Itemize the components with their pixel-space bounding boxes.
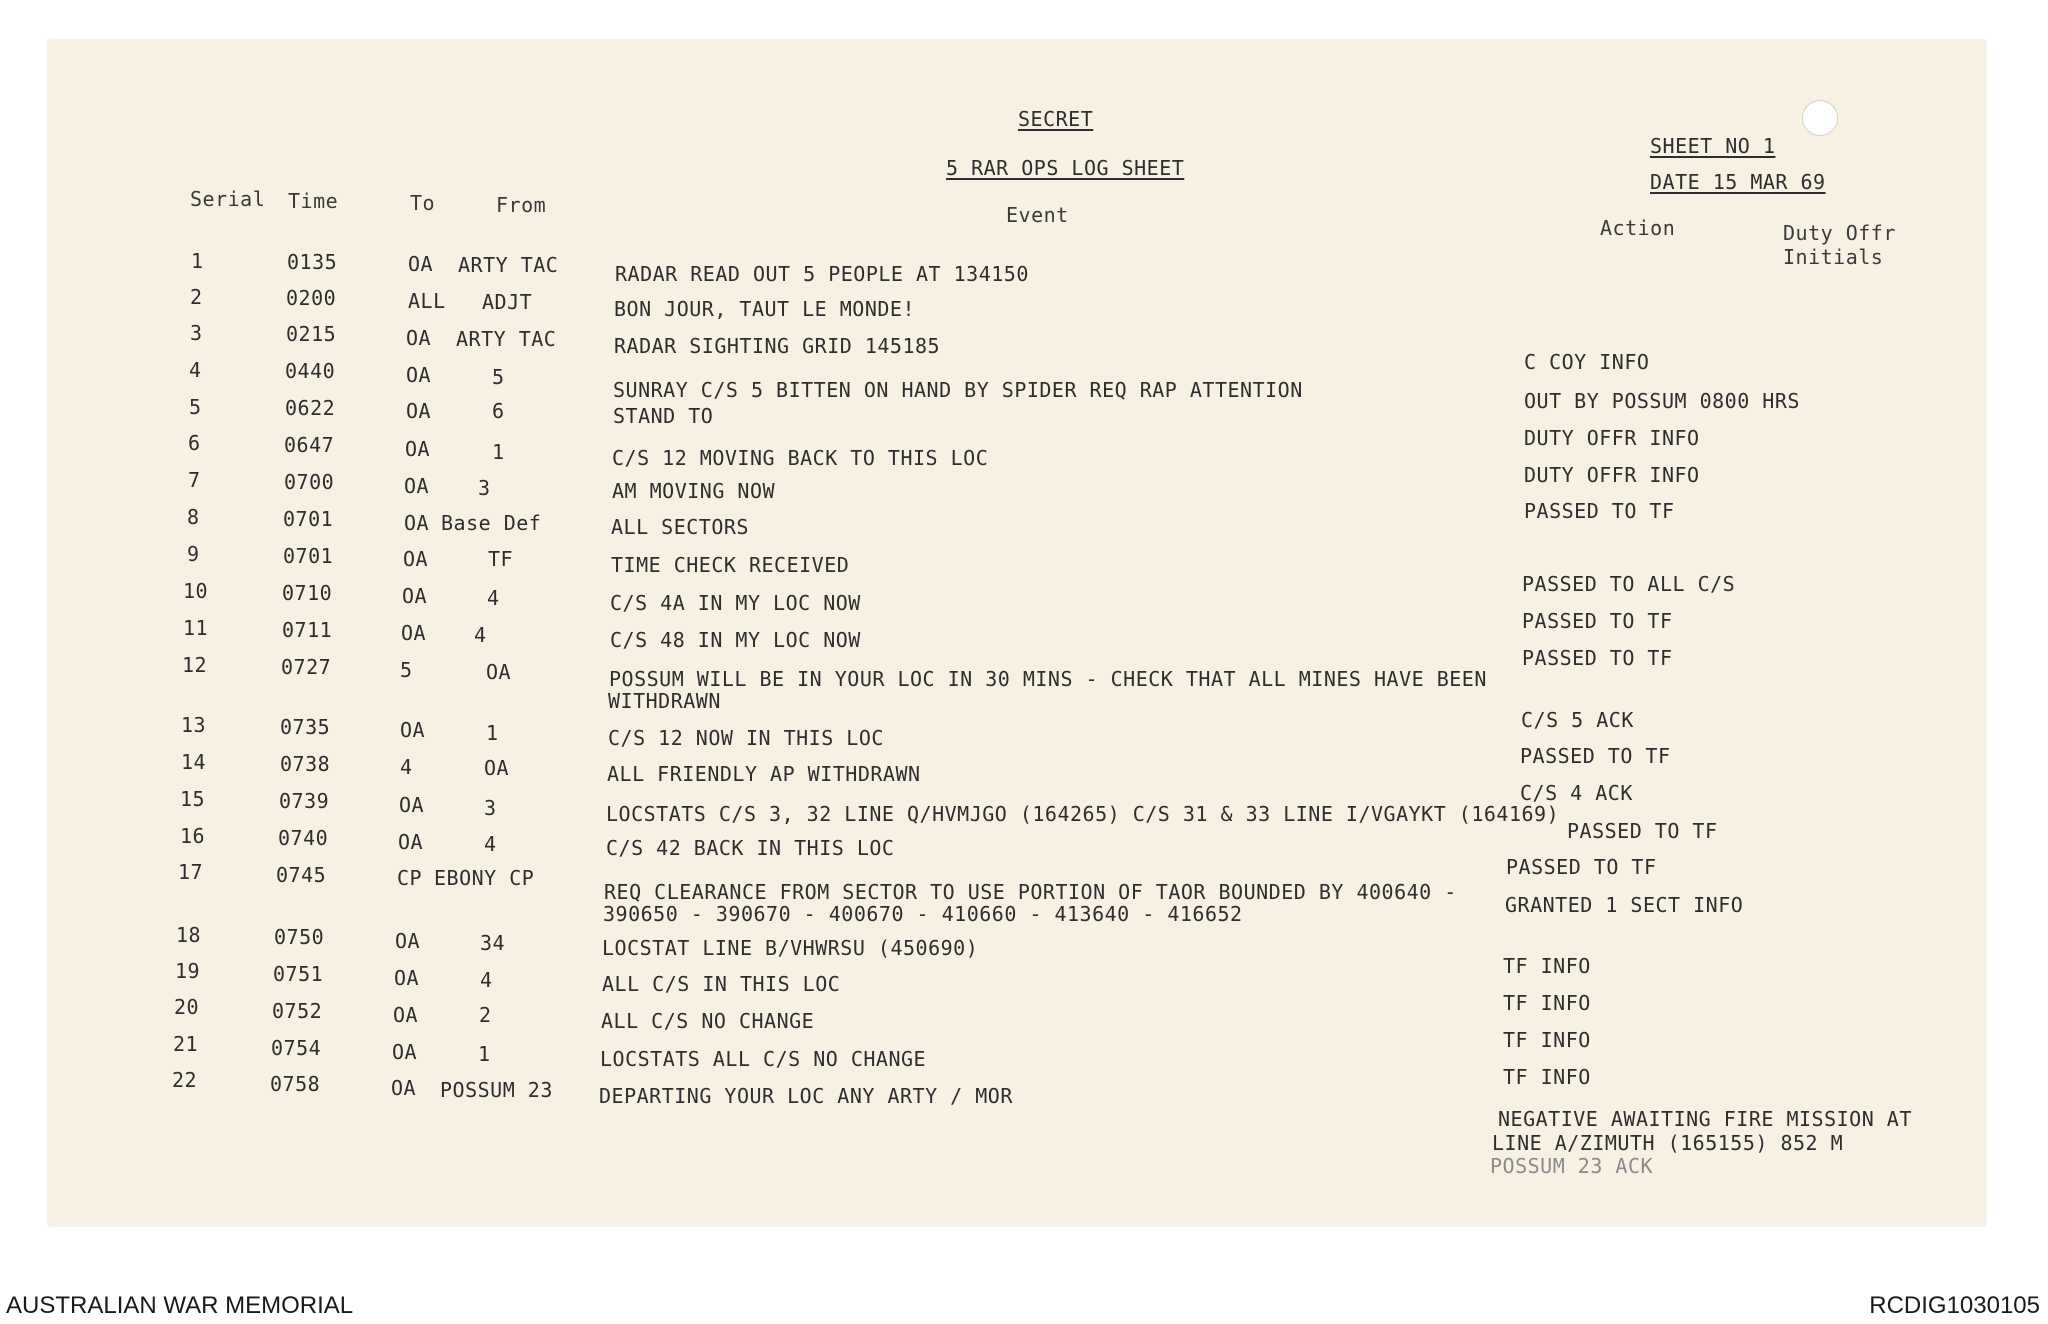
row-serial: 3 [190,321,203,345]
row-to: OA [393,1003,419,1027]
row-event-continued: WITHDRAWN [608,689,721,713]
col-initials-1: Duty Offr [1783,221,1896,245]
row-from: 6 [492,399,505,423]
row-event: LOCSTATS ALL C/S NO CHANGE [600,1047,927,1071]
row-time: 0751 [273,962,324,986]
row-time: 0200 [286,286,337,310]
row-time: 0647 [284,433,335,457]
row-from: 2 [479,1003,492,1027]
row-event: AM MOVING NOW [612,479,776,503]
col-to: To [410,191,436,215]
row-serial: 11 [183,616,209,640]
action-entry: PASSED TO TF [1520,744,1671,768]
row-to: OA [406,326,432,350]
row-event: BON JOUR, TAUT LE MONDE! [614,297,915,321]
action-entry: TF INFO [1503,1065,1591,1089]
row-time: 0750 [274,925,325,949]
row-from: 3 [478,476,491,500]
action-entry: PASSED TO TF [1522,609,1673,633]
row-event: C/S 42 BACK IN THIS LOC [606,836,895,860]
row-from: 1 [486,721,499,745]
row-from: 1 [492,440,505,464]
row-serial: 4 [189,358,202,382]
row-event: REQ CLEARANCE FROM SECTOR TO USE PORTION OF TAOR BOUNDED BY 400640 - [604,880,1457,904]
row-to: 5 [400,658,413,682]
row-serial: 20 [174,995,200,1019]
row-from: 5 [492,365,505,389]
action-entry: PASSED TO TF [1524,499,1675,523]
action-entry: POSSUM 23 ACK [1490,1154,1654,1178]
action-entry: NEGATIVE AWAITING FIRE MISSION AT [1498,1107,1912,1131]
col-event: Event [1006,203,1069,227]
row-from: 1 [478,1042,491,1066]
row-serial: 21 [173,1032,199,1056]
row-serial: 12 [182,653,208,677]
action-entry: GRANTED 1 SECT INFO [1505,893,1744,917]
row-serial: 8 [187,505,200,529]
row-event: C/S 4A IN MY LOC NOW [610,591,861,615]
row-event: SUNRAY C/S 5 BITTEN ON HAND BY SPIDER REQ RAP ATTENTION [613,378,1303,402]
row-event: ALL FRIENDLY AP WITHDRAWN [607,762,921,786]
row-time: 0701 [283,507,334,531]
col-from: From [496,193,547,217]
row-from: 4 [480,968,493,992]
row-time: 0135 [287,250,338,274]
row-time: 0215 [286,322,337,346]
action-entry: TF INFO [1503,991,1591,1015]
row-to: OA [394,966,420,990]
row-to: OA [399,793,425,817]
row-from: OA [486,660,512,684]
col-initials-2: Initials [1783,245,1884,269]
row-from: 4 [484,832,497,856]
action-entry: PASSED TO TF [1522,646,1673,670]
row-to: OA [400,718,426,742]
action-entry: DUTY OFFR INFO [1524,463,1700,487]
row-from: 34 [480,931,506,955]
row-to: OA [395,929,421,953]
row-event: LOCSTATS C/S 3, 32 LINE Q/HVMJGO (164265) C/S 31 & 33 LINE I/VGAYKT (164169) [606,802,1560,826]
row-to: ALL [408,289,446,313]
row-time: 0700 [284,470,335,494]
row-time: 0740 [278,826,329,850]
row-from: Base Def [441,511,542,535]
row-serial: 2 [190,285,203,309]
row-to: OA [405,437,431,461]
action-entry: TF INFO [1503,954,1591,978]
col-time: Time [288,189,339,213]
row-from: 4 [474,623,487,647]
row-event: ALL C/S IN THIS LOC [602,972,841,996]
row-serial: 22 [172,1068,198,1092]
row-time: 0738 [280,752,331,776]
row-to: OA [404,474,430,498]
row-serial: 19 [175,959,201,983]
row-event: LOCSTAT LINE B/VHWRSU (450690) [602,936,979,960]
sheet-number: SHEET NO 1 [1650,134,1776,158]
row-from: TF [488,547,514,571]
row-to: OA [391,1076,417,1100]
row-time: 0701 [283,544,334,568]
row-event: ALL SECTORS [611,515,749,539]
action-entry: C/S 4 ACK [1520,781,1633,805]
row-time: 0710 [282,581,333,605]
row-time: 0752 [272,999,323,1023]
row-to: OA [401,621,427,645]
row-serial: 10 [183,579,209,603]
footer-id: RCDIG1030105 [1869,1292,2040,1319]
row-from: 3 [484,796,497,820]
row-time: 0727 [281,655,332,679]
row-time: 0739 [279,789,330,813]
punch-hole [1802,100,1838,136]
row-from: ARTY TAC [456,327,557,351]
row-serial: 9 [187,542,200,566]
classification-label: SECRET [1018,107,1094,131]
row-from: POSSUM 23 [440,1078,553,1102]
row-time: 0622 [285,396,336,420]
row-event: ALL C/S NO CHANGE [601,1009,815,1033]
row-time: 0711 [282,618,333,642]
row-to: OA [403,547,429,571]
row-to: OA [402,584,428,608]
sheet-title: 5 RAR OPS LOG SHEET [946,156,1185,180]
row-time: 0754 [271,1036,322,1060]
row-to: OA [408,252,434,276]
row-serial: 1 [191,249,204,273]
row-event: C/S 12 MOVING BACK TO THIS LOC [612,446,989,470]
row-serial: 13 [181,713,207,737]
row-from: OA [484,756,510,780]
row-serial: 17 [178,860,204,884]
row-serial: 7 [188,468,201,492]
row-event: STAND TO [613,404,714,428]
action-entry: TF INFO [1503,1028,1591,1052]
row-event-continued: 390650 - 390670 - 400670 - 410660 - 413640 - 416652 [603,902,1243,926]
row-from: ARTY TAC [458,253,559,277]
sheet-date: DATE 15 MAR 69 [1650,170,1826,194]
action-entry: LINE A/ZIMUTH (165155) 852 M [1492,1131,1844,1155]
row-time: 0440 [285,359,336,383]
action-entry: DUTY OFFR INFO [1524,426,1700,450]
action-entry: OUT BY POSSUM 0800 HRS [1524,389,1800,413]
row-time: 0758 [270,1072,321,1096]
action-entry: PASSED TO TF [1506,855,1657,879]
row-to: 4 [400,755,413,779]
action-entry: C/S 5 ACK [1521,708,1634,732]
row-event: DEPARTING YOUR LOC ANY ARTY / MOR [599,1084,1013,1108]
row-event: RADAR READ OUT 5 PEOPLE AT 134150 [615,262,1029,286]
action-entry: PASSED TO TF [1567,819,1718,843]
row-event: C/S 12 NOW IN THIS LOC [608,726,884,750]
row-to: OA [406,363,432,387]
row-to: OA [392,1040,418,1064]
row-from: ADJT [482,290,533,314]
row-serial: 5 [189,395,202,419]
row-time: 0745 [276,863,327,887]
row-from: EBONY CP [434,866,535,890]
row-to: CP [397,866,423,890]
row-serial: 14 [181,750,207,774]
action-entry: PASSED TO ALL C/S [1522,572,1736,596]
row-serial: 18 [176,923,202,947]
row-to: OA [406,399,432,423]
row-serial: 15 [180,787,206,811]
row-event: TIME CHECK RECEIVED [611,553,850,577]
col-action: Action [1600,216,1676,240]
row-event: RADAR SIGHTING GRID 145185 [614,334,941,358]
row-from: 4 [487,586,500,610]
col-serial: Serial [190,187,266,211]
row-event: POSSUM WILL BE IN YOUR LOC IN 30 MINS - CHECK THAT ALL MINES HAVE BEEN [609,667,1487,691]
row-to: OA [404,511,430,535]
row-time: 0735 [280,715,331,739]
footer-credit: AUSTRALIAN WAR MEMORIAL [6,1292,354,1319]
row-serial: 16 [180,824,206,848]
row-to: OA [398,830,424,854]
row-serial: 6 [188,431,201,455]
row-event: C/S 48 IN MY LOC NOW [610,628,861,652]
action-entry: C COY INFO [1524,350,1650,374]
